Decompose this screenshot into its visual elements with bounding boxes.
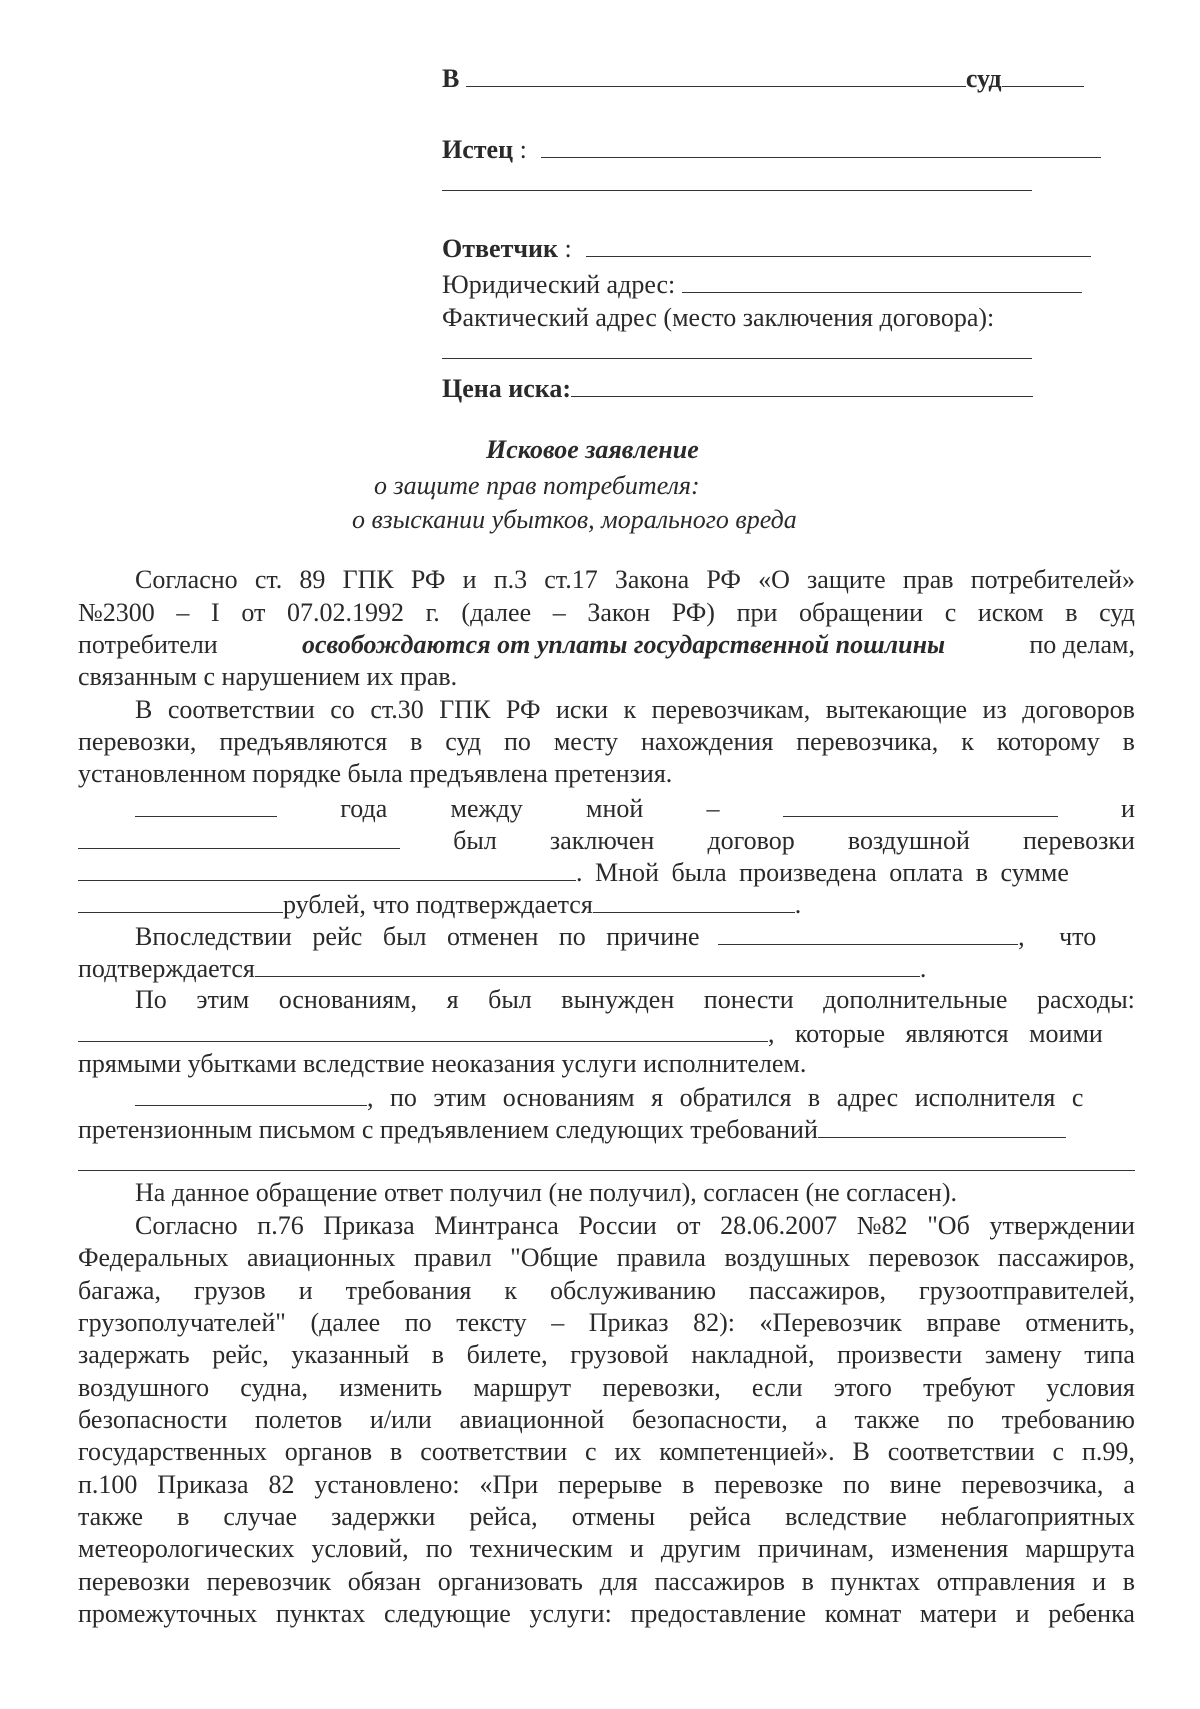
paragraph-8-line-8 bbox=[78, 1437, 1135, 1467]
paragraph-3-line-3 bbox=[78, 856, 1135, 888]
actual-address-line bbox=[442, 303, 994, 333]
word: авиационных bbox=[247, 1243, 396, 1272]
word: промежуточных bbox=[78, 1599, 258, 1628]
text-run: . bbox=[794, 890, 802, 919]
word: и bbox=[298, 1276, 313, 1305]
paragraph-5-line-1 bbox=[135, 985, 1135, 1015]
word: этим bbox=[196, 985, 250, 1014]
word: «О bbox=[758, 565, 790, 594]
exemption-emphasis: освобождаются от уплаты государственной пошлины bbox=[302, 630, 946, 659]
word: РФ bbox=[505, 695, 541, 724]
actual-address-blank bbox=[442, 358, 1032, 359]
contract-blank bbox=[78, 856, 576, 881]
word: дополнительные bbox=[823, 985, 1008, 1014]
word: ст.30 bbox=[370, 695, 424, 724]
word: грузополучателей" bbox=[78, 1308, 286, 1337]
word: пунктах bbox=[275, 1599, 366, 1628]
word: рейса, bbox=[469, 1502, 538, 1531]
word: перевозки, bbox=[78, 727, 197, 756]
word: соответствии bbox=[887, 1437, 1035, 1466]
word: пассажиров, bbox=[997, 1243, 1135, 1272]
word: государственных bbox=[78, 1437, 267, 1466]
word: иском bbox=[977, 598, 1044, 627]
paragraph-6-line-1 bbox=[135, 1081, 1083, 1113]
text-run: , что bbox=[1018, 922, 1097, 951]
word: произвести bbox=[837, 1340, 963, 1369]
word: обслуживанию bbox=[549, 1276, 716, 1305]
word: воздушного bbox=[78, 1373, 210, 1402]
amount-blank bbox=[78, 888, 283, 913]
text-run: мной bbox=[585, 794, 644, 823]
defendant-label: Ответчик bbox=[442, 234, 558, 263]
word: обращении bbox=[799, 598, 924, 627]
word: условия bbox=[1046, 1373, 1135, 1402]
word: в bbox=[1122, 1567, 1135, 1596]
word: грузоотправителей, bbox=[919, 1276, 1135, 1305]
paragraph-8-line-11 bbox=[78, 1534, 1135, 1564]
word: в bbox=[410, 727, 423, 756]
text-run: потребители bbox=[78, 630, 218, 659]
paragraph-3-line-2 bbox=[78, 824, 1135, 856]
paragraph-4-line-2 bbox=[78, 952, 926, 984]
word: защите bbox=[807, 565, 886, 594]
word: соответствии bbox=[167, 695, 315, 724]
text-run: по делам, bbox=[1029, 630, 1135, 659]
court-blank bbox=[466, 62, 966, 87]
word: тексту bbox=[456, 1308, 527, 1337]
paragraph-6-line-2 bbox=[78, 1113, 1066, 1145]
word: услуги: bbox=[529, 1599, 612, 1628]
word: авиационной bbox=[459, 1405, 605, 1434]
document-subtitle-1: о защите прав потребителя: bbox=[374, 471, 700, 500]
word: I bbox=[211, 598, 220, 627]
word: требуют bbox=[923, 1373, 1016, 1402]
word: правил bbox=[413, 1243, 492, 1272]
expenses-blank bbox=[78, 1017, 768, 1042]
word: месту bbox=[553, 727, 619, 756]
word: условий, bbox=[311, 1534, 409, 1563]
word: другим bbox=[660, 1534, 741, 1563]
requirements-blank bbox=[818, 1113, 1066, 1138]
word: изменения bbox=[891, 1534, 1009, 1563]
word: багажа, bbox=[78, 1276, 161, 1305]
word: Закона bbox=[614, 565, 690, 594]
word: перевозок bbox=[868, 1243, 980, 1272]
word: п.3 bbox=[493, 565, 528, 594]
word: и bbox=[629, 1534, 644, 1563]
plaintiff-label: Истец bbox=[442, 135, 514, 164]
word: по bbox=[842, 1470, 870, 1499]
text-run: – bbox=[706, 794, 720, 823]
word: изменить bbox=[339, 1373, 443, 1402]
paragraph-5-line-3: прямыми убытками вследствие неоказания услуги исполнителем. bbox=[78, 1049, 807, 1078]
word: пассажиров, bbox=[749, 1276, 887, 1305]
word: Федеральных bbox=[78, 1243, 229, 1272]
word: полетов bbox=[254, 1405, 343, 1434]
word: утверждении bbox=[989, 1211, 1135, 1240]
word: перевозчика, bbox=[961, 1470, 1104, 1499]
word: нахождения bbox=[640, 727, 774, 756]
text-run: рублей, что подтверждается bbox=[283, 890, 593, 919]
word: правила bbox=[616, 1243, 706, 1272]
word: а bbox=[815, 1405, 827, 1434]
text-run: воздушной bbox=[847, 826, 970, 855]
word: – bbox=[552, 598, 566, 627]
word: соответствии bbox=[420, 1437, 568, 1466]
word: причинам, bbox=[757, 1534, 875, 1563]
actual-address-label: Фактический адрес (место заключения договора): bbox=[442, 303, 995, 332]
party-blank bbox=[783, 792, 1058, 817]
word: грузовой bbox=[570, 1340, 669, 1369]
word: этого bbox=[833, 1373, 892, 1402]
paragraph-1-line-1 bbox=[135, 565, 1135, 595]
word: По bbox=[135, 985, 167, 1014]
paragraph-8-line-1 bbox=[135, 1211, 1135, 1241]
word: по bbox=[404, 1308, 432, 1337]
word: прав bbox=[902, 565, 954, 594]
paragraph-8-line-6 bbox=[78, 1373, 1135, 1403]
word: пассажиров bbox=[654, 1567, 785, 1596]
claim-price-line bbox=[442, 372, 1033, 404]
paragraph-1-line-3 bbox=[78, 630, 1135, 660]
word: Согласно bbox=[135, 1211, 238, 1240]
paragraph-8-line-2 bbox=[78, 1243, 1135, 1273]
cancellation-evidence-blank bbox=[255, 952, 920, 977]
text-run: заключен bbox=[549, 826, 655, 855]
word: безопасности bbox=[78, 1405, 228, 1434]
word: перевозке bbox=[714, 1470, 824, 1499]
word: России bbox=[578, 1211, 657, 1240]
word: задержки bbox=[331, 1502, 436, 1531]
word: В bbox=[852, 1437, 870, 1466]
word: 82 bbox=[268, 1470, 295, 1499]
document-title: Исковое заявление bbox=[486, 435, 699, 464]
plaintiff-blank bbox=[541, 133, 1101, 158]
court-line bbox=[442, 62, 1084, 94]
word: неблагоприятных bbox=[940, 1502, 1135, 1531]
word: организовать bbox=[437, 1567, 583, 1596]
paragraph-8-line-13 bbox=[78, 1599, 1135, 1629]
word: а bbox=[1123, 1470, 1135, 1499]
word: "Об bbox=[927, 1211, 970, 1240]
word: также bbox=[854, 1405, 920, 1434]
word: от bbox=[676, 1211, 701, 1240]
word: матери bbox=[919, 1599, 997, 1628]
word: Согласно bbox=[135, 565, 238, 594]
word: перевозчик bbox=[206, 1567, 332, 1596]
text-run: . bbox=[919, 954, 927, 983]
word: – bbox=[176, 598, 190, 627]
word: задержать bbox=[78, 1340, 190, 1369]
word: РФ bbox=[706, 565, 741, 594]
legal-address-blank bbox=[682, 268, 1082, 293]
word: к bbox=[623, 695, 637, 724]
word: требования bbox=[345, 1276, 472, 1305]
word: Приказ bbox=[588, 1308, 669, 1337]
defendant-line bbox=[442, 232, 1091, 264]
word: для bbox=[599, 1567, 638, 1596]
text-run: года bbox=[340, 794, 388, 823]
word: обязан bbox=[347, 1567, 422, 1596]
word: Минтранса bbox=[434, 1211, 559, 1240]
word: по bbox=[947, 1405, 975, 1434]
word: 07.02.1992 bbox=[286, 598, 404, 627]
word: по bbox=[504, 727, 531, 756]
word: и bbox=[1092, 1567, 1106, 1596]
word: 28.06.2007 bbox=[720, 1211, 838, 1240]
word: №82 bbox=[856, 1211, 908, 1240]
word: вине bbox=[889, 1470, 942, 1499]
word: ГПК bbox=[439, 695, 491, 724]
word: потребителей» bbox=[970, 565, 1135, 594]
word: «При bbox=[479, 1470, 539, 1499]
word: в bbox=[431, 1340, 445, 1369]
word: в bbox=[390, 1437, 403, 1466]
word: установлено: bbox=[314, 1470, 460, 1499]
paragraph-2-line-2 bbox=[78, 727, 1135, 757]
word: если bbox=[751, 1373, 803, 1402]
paragraph-8-line-3 bbox=[78, 1276, 1135, 1306]
word: перевозки, bbox=[602, 1373, 721, 1402]
word: «Перевозчик bbox=[759, 1308, 902, 1337]
court-number-blank bbox=[1002, 62, 1084, 87]
word: в bbox=[177, 1502, 190, 1531]
word: РФ bbox=[410, 565, 446, 594]
paragraph-2-line-3: установленном порядке была предъявлена претензия. bbox=[78, 759, 673, 788]
date-blank bbox=[135, 792, 277, 817]
paragraph-8-line-5 bbox=[78, 1340, 1135, 1370]
word: грузов bbox=[193, 1276, 266, 1305]
text-run: , которые являются моими bbox=[768, 1019, 1103, 1048]
word: Закон bbox=[587, 598, 651, 627]
paragraph-2-line-1 bbox=[135, 695, 1135, 725]
word: к bbox=[504, 1276, 517, 1305]
word: к bbox=[961, 727, 974, 756]
plaintiff-line bbox=[442, 133, 1101, 165]
word: в bbox=[682, 1470, 695, 1499]
word: перевозчикам, bbox=[651, 695, 811, 724]
word: пунктах bbox=[830, 1567, 920, 1596]
word: предоставление bbox=[630, 1599, 807, 1628]
word: (далее bbox=[310, 1308, 381, 1337]
word: ГПК bbox=[342, 565, 394, 594]
word: требованию bbox=[1001, 1405, 1135, 1434]
word: п.76 bbox=[257, 1211, 304, 1240]
word: ребенка bbox=[1048, 1599, 1135, 1628]
word: п.100 bbox=[78, 1470, 138, 1499]
text-run: был bbox=[453, 826, 497, 855]
legal-address-label: Юридический адрес: bbox=[442, 270, 676, 299]
word: п.99, bbox=[1081, 1437, 1135, 1466]
word: вынужден bbox=[561, 985, 675, 1014]
text-run: . Мной была произведена оплата в сумме bbox=[576, 858, 1069, 887]
text-run: перевозки bbox=[1023, 826, 1135, 855]
word: в bbox=[1122, 727, 1135, 756]
word: с bbox=[1052, 1437, 1065, 1466]
paragraph-7: На данное обращение ответ получил (не получил), согласен (не согласен). bbox=[135, 1178, 957, 1207]
court-prefix: В bbox=[442, 64, 460, 93]
paragraph-3-line-4 bbox=[78, 888, 801, 920]
word: и bbox=[1015, 1599, 1030, 1628]
evidence-blank bbox=[593, 888, 795, 913]
word: с bbox=[585, 1437, 597, 1466]
word: (далее bbox=[461, 598, 532, 627]
word: – bbox=[551, 1308, 565, 1337]
word: в bbox=[801, 1567, 814, 1596]
paragraph-8-line-10 bbox=[78, 1502, 1135, 1532]
plaintiff-colon: : bbox=[519, 135, 527, 164]
paragraph-1-line-4: связанным с нарушением их прав. bbox=[78, 662, 458, 691]
text-run: претензионным письмом с предъявлением следующих требований bbox=[78, 1115, 818, 1144]
word: и bbox=[462, 565, 477, 594]
word: вследствие bbox=[785, 1502, 907, 1531]
word: РФ) bbox=[671, 598, 715, 627]
claim-price-blank bbox=[571, 372, 1033, 397]
paragraph-8-line-9 bbox=[78, 1470, 1135, 1500]
word: я bbox=[446, 985, 459, 1014]
word: перерыве bbox=[558, 1470, 663, 1499]
word: со bbox=[330, 695, 355, 724]
word: ст. bbox=[254, 565, 283, 594]
plaintiff-blank-2 bbox=[442, 190, 1032, 191]
word: основаниям, bbox=[278, 985, 418, 1014]
word: органов bbox=[284, 1437, 373, 1466]
word: предъявляются bbox=[219, 727, 388, 756]
word: вправе bbox=[926, 1308, 1001, 1337]
word: метеорологических bbox=[78, 1534, 295, 1563]
word: понести bbox=[703, 985, 794, 1014]
defendant-blank bbox=[586, 232, 1091, 257]
word: билете, bbox=[466, 1340, 548, 1369]
word: рейса bbox=[689, 1502, 752, 1531]
word: маршрута bbox=[1025, 1534, 1135, 1563]
word: г. bbox=[425, 598, 440, 627]
word: безопасности, bbox=[631, 1405, 788, 1434]
word: типа bbox=[1084, 1340, 1135, 1369]
word: 89 bbox=[299, 565, 326, 594]
word: маршрут bbox=[473, 1373, 572, 1402]
text-run: договор bbox=[707, 826, 795, 855]
word: накладной, bbox=[691, 1340, 815, 1369]
word: по bbox=[425, 1534, 453, 1563]
word: техническим bbox=[469, 1534, 613, 1563]
text-run: между bbox=[450, 794, 523, 823]
word: их bbox=[614, 1437, 642, 1466]
defendant-colon: : bbox=[564, 234, 572, 263]
word: вытекающие bbox=[825, 695, 968, 724]
text-run: , по этим основаниям я обратился в адрес исполнителя с bbox=[367, 1083, 1084, 1112]
word: компетенцией». bbox=[659, 1437, 835, 1466]
word: ст.17 bbox=[544, 565, 598, 594]
requirements-blank-2 bbox=[78, 1170, 1135, 1171]
word: следующие bbox=[383, 1599, 511, 1628]
word: перевозчика, bbox=[796, 727, 939, 756]
word: Приказа bbox=[157, 1470, 249, 1499]
text-run: Впоследствии рейс был отменен по причине bbox=[135, 922, 700, 951]
word: случае bbox=[223, 1502, 298, 1531]
word: был bbox=[488, 985, 532, 1014]
word: суд bbox=[445, 727, 482, 756]
word: расходы: bbox=[1036, 985, 1135, 1014]
carrier-blank bbox=[78, 824, 400, 849]
paragraph-4-line-1 bbox=[135, 920, 1135, 952]
word: от bbox=[241, 598, 266, 627]
legal-address-line bbox=[442, 268, 1082, 300]
word: отправления bbox=[936, 1567, 1076, 1596]
word: комнат bbox=[824, 1599, 902, 1628]
word: В bbox=[135, 695, 153, 724]
word: №2300 bbox=[78, 598, 155, 627]
paragraph-8-line-4 bbox=[78, 1308, 1135, 1338]
word: при bbox=[736, 598, 778, 627]
word: отмены bbox=[571, 1502, 656, 1531]
claim-date-blank bbox=[135, 1081, 367, 1106]
word: перевозки bbox=[78, 1567, 190, 1596]
word: суд bbox=[1099, 598, 1135, 627]
word: "Общие bbox=[510, 1243, 599, 1272]
text-run: подтверждается bbox=[78, 954, 255, 983]
word: судна, bbox=[240, 1373, 309, 1402]
word: договоров bbox=[1022, 695, 1135, 724]
document-subtitle-2: о взыскании убытков, морального вреда bbox=[352, 505, 797, 534]
word: замену bbox=[984, 1340, 1062, 1369]
word: 82): bbox=[693, 1308, 735, 1337]
word: из bbox=[982, 695, 1007, 724]
text-run: и bbox=[1121, 794, 1135, 823]
paragraph-1-line-2 bbox=[78, 598, 1135, 628]
claim-price-label: Цена иска: bbox=[442, 374, 572, 403]
word: воздушных bbox=[724, 1243, 850, 1272]
word: рейс, bbox=[212, 1340, 269, 1369]
word: отменить, bbox=[1025, 1308, 1135, 1337]
paragraph-8-line-12 bbox=[78, 1567, 1135, 1597]
word: с bbox=[944, 598, 957, 627]
word: указанный bbox=[291, 1340, 410, 1369]
paragraph-8-line-7 bbox=[78, 1405, 1135, 1435]
reason-blank bbox=[718, 920, 1018, 945]
word: Приказа bbox=[323, 1211, 415, 1240]
paragraph-3-line-1 bbox=[135, 792, 1135, 824]
court-suffix: суд bbox=[965, 64, 1002, 93]
word: также bbox=[78, 1502, 144, 1531]
word: иски bbox=[555, 695, 608, 724]
word: и/или bbox=[369, 1405, 432, 1434]
word: которому bbox=[996, 727, 1100, 756]
word: в bbox=[1065, 598, 1078, 627]
paragraph-5-line-2 bbox=[78, 1017, 1103, 1049]
